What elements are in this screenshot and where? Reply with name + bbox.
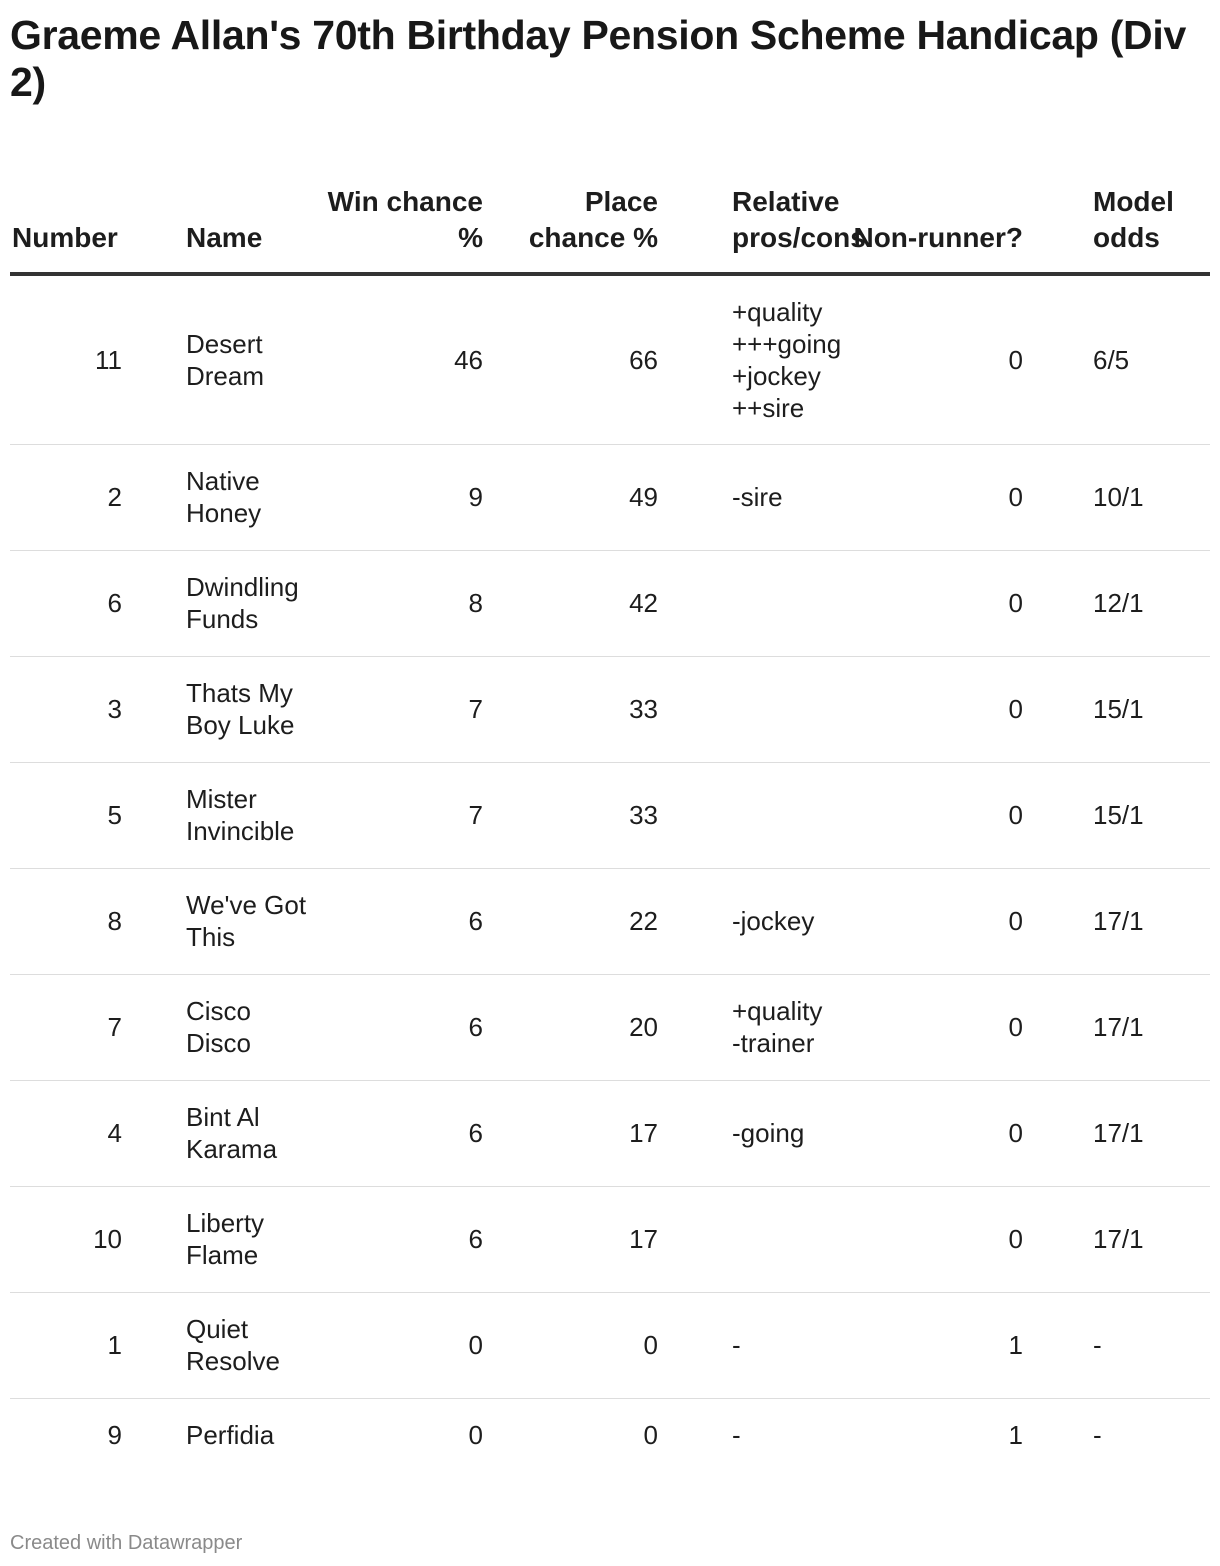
header-row bbox=[10, 160, 1210, 274]
cell-non-runner: 0 bbox=[843, 868, 1025, 974]
cell-relative-pros-cons bbox=[658, 656, 843, 762]
cell-non-runner: 0 bbox=[843, 274, 1025, 444]
pros-cons-item: +quality bbox=[732, 296, 823, 327]
table-row bbox=[10, 1398, 1210, 1472]
table-body bbox=[10, 274, 1210, 1472]
cell-name: Native Honey bbox=[186, 444, 322, 550]
cell-model-odds: - bbox=[1093, 1420, 1102, 1451]
cell-win-chance: 7 bbox=[322, 656, 483, 762]
cell-place-chance: 17 bbox=[483, 1080, 658, 1186]
pros-cons-item: - bbox=[732, 1420, 741, 1451]
cell-model-odds: 15/1 bbox=[1025, 762, 1210, 868]
cell-relative-pros-cons bbox=[658, 1398, 843, 1472]
cell-name: Mister Invincible bbox=[186, 762, 322, 868]
header-model-odds[interactable]: Model odds bbox=[1025, 160, 1210, 274]
cell-place-chance: 0 bbox=[643, 1420, 658, 1451]
cell-win-chance: 9 bbox=[322, 444, 483, 550]
cell-non-runner: 0 bbox=[843, 656, 1025, 762]
cell-number: 7 bbox=[10, 974, 186, 1080]
cell-place-chance: 42 bbox=[483, 550, 658, 656]
cell-name: Perfidia bbox=[186, 1420, 275, 1451]
cell-relative-pros-cons bbox=[658, 550, 843, 656]
cell-name: Dwindling Funds bbox=[186, 550, 322, 656]
cell-name: We've Got This bbox=[186, 868, 322, 974]
cell-name: Desert Dream bbox=[186, 274, 322, 444]
cell-relative-pros-cons bbox=[658, 1080, 843, 1186]
cell-number: 1 bbox=[10, 1292, 186, 1398]
cell-non-runner: 0 bbox=[843, 550, 1025, 656]
pros-cons-item: +jockey bbox=[732, 360, 821, 391]
cell-relative-pros-cons bbox=[658, 868, 843, 974]
cell-model-odds: 6/5 bbox=[1025, 274, 1210, 444]
header-relative-pros-cons[interactable]: Relative pros/cons bbox=[658, 160, 843, 274]
header-place-chance[interactable]: Place chance % bbox=[483, 160, 658, 274]
cell-model-odds: 17/1 bbox=[1025, 974, 1210, 1080]
header-win-chance[interactable]: Win chance % bbox=[322, 160, 483, 274]
pros-cons-item: ++sire bbox=[732, 392, 805, 423]
pros-cons-item: +quality bbox=[732, 996, 823, 1026]
cell-win-chance: 6 bbox=[322, 974, 483, 1080]
cell-relative-pros-cons bbox=[658, 444, 843, 550]
cell-win-chance: 6 bbox=[322, 868, 483, 974]
header-number[interactable]: Number bbox=[10, 160, 186, 274]
cell-relative-pros-cons bbox=[658, 1292, 843, 1398]
cell-place-chance: 22 bbox=[483, 868, 658, 974]
cell-name: Liberty Flame bbox=[186, 1186, 322, 1292]
cell-non-runner: 0 bbox=[843, 1080, 1025, 1186]
cell-model-odds: 17/1 bbox=[1025, 1186, 1210, 1292]
table-row bbox=[10, 274, 1210, 444]
cell-place-chance: 66 bbox=[483, 274, 658, 444]
cell-model-odds: 12/1 bbox=[1025, 550, 1210, 656]
cell-model-odds: - bbox=[1025, 1292, 1210, 1398]
table-row bbox=[10, 656, 1210, 762]
cell-non-runner: 1 bbox=[843, 1292, 1025, 1398]
table-row bbox=[10, 868, 1210, 974]
race-table bbox=[10, 160, 1210, 1472]
cell-number: 5 bbox=[10, 762, 186, 868]
cell-name: Quiet Resolve bbox=[186, 1292, 322, 1398]
cell-model-odds: 17/1 bbox=[1025, 868, 1210, 974]
chart-title: Graeme Allan's 70th Birthday Pension Scheme Handicap (Div 2) bbox=[10, 12, 1186, 105]
cell-number: 6 bbox=[10, 550, 186, 656]
table-row bbox=[10, 974, 1210, 1080]
cell-place-chance: 33 bbox=[483, 762, 658, 868]
cell-win-chance: 46 bbox=[322, 274, 483, 444]
cell-number: 4 bbox=[10, 1080, 186, 1186]
cell-non-runner: 0 bbox=[843, 762, 1025, 868]
cell-win-chance: 0 bbox=[322, 1292, 483, 1398]
cell-relative-pros-cons bbox=[658, 974, 843, 1080]
pros-cons-item: -going bbox=[732, 1118, 805, 1148]
cell-win-chance: 0 bbox=[468, 1420, 483, 1451]
cell-place-chance: 49 bbox=[483, 444, 658, 550]
cell-number: 11 bbox=[10, 274, 186, 444]
cell-name: Cisco Disco bbox=[186, 974, 322, 1080]
cell-number: 8 bbox=[10, 868, 186, 974]
pros-cons-item: -jockey bbox=[732, 906, 815, 936]
cell-place-chance: 17 bbox=[483, 1186, 658, 1292]
cell-model-odds: 10/1 bbox=[1025, 444, 1210, 550]
cell-win-chance: 6 bbox=[322, 1186, 483, 1292]
cell-number: 10 bbox=[10, 1186, 186, 1292]
header-non-runner[interactable]: Non-runner? bbox=[843, 160, 1025, 274]
cell-relative-pros-cons bbox=[658, 762, 843, 868]
cell-relative-pros-cons bbox=[658, 274, 843, 444]
table-row bbox=[10, 444, 1210, 550]
cell-relative-pros-cons bbox=[658, 1186, 843, 1292]
table-row bbox=[10, 762, 1210, 868]
cell-win-chance: 6 bbox=[322, 1080, 483, 1186]
cell-number: 9 bbox=[107, 1420, 122, 1451]
cell-non-runner: 1 bbox=[1008, 1420, 1023, 1451]
cell-place-chance: 0 bbox=[483, 1292, 658, 1398]
header-name[interactable]: Name bbox=[186, 160, 322, 274]
pros-cons-item: - bbox=[732, 1330, 741, 1360]
cell-model-odds: 17/1 bbox=[1025, 1080, 1210, 1186]
cell-place-chance: 33 bbox=[483, 656, 658, 762]
cell-number: 3 bbox=[10, 656, 186, 762]
cell-non-runner: 0 bbox=[843, 444, 1025, 550]
table-row bbox=[10, 1292, 1210, 1398]
cell-model-odds: 15/1 bbox=[1025, 656, 1210, 762]
pros-cons-item: -trainer bbox=[732, 1028, 815, 1058]
cell-win-chance: 7 bbox=[322, 762, 483, 868]
cell-name: Thats My Boy Luke bbox=[186, 656, 322, 762]
table-row bbox=[10, 1186, 1210, 1292]
pros-cons-item: +++going bbox=[732, 328, 842, 359]
cell-place-chance: 20 bbox=[483, 974, 658, 1080]
credit-footer: Created with Datawrapper bbox=[10, 1532, 243, 1554]
cell-number: 2 bbox=[10, 444, 186, 550]
cell-non-runner: 0 bbox=[843, 1186, 1025, 1292]
table-row bbox=[10, 1080, 1210, 1186]
cell-name: Bint Al Karama bbox=[186, 1080, 322, 1186]
table-row bbox=[10, 550, 1210, 656]
pros-cons-item: -sire bbox=[732, 482, 783, 512]
cell-win-chance: 8 bbox=[322, 550, 483, 656]
cell-non-runner: 0 bbox=[843, 974, 1025, 1080]
